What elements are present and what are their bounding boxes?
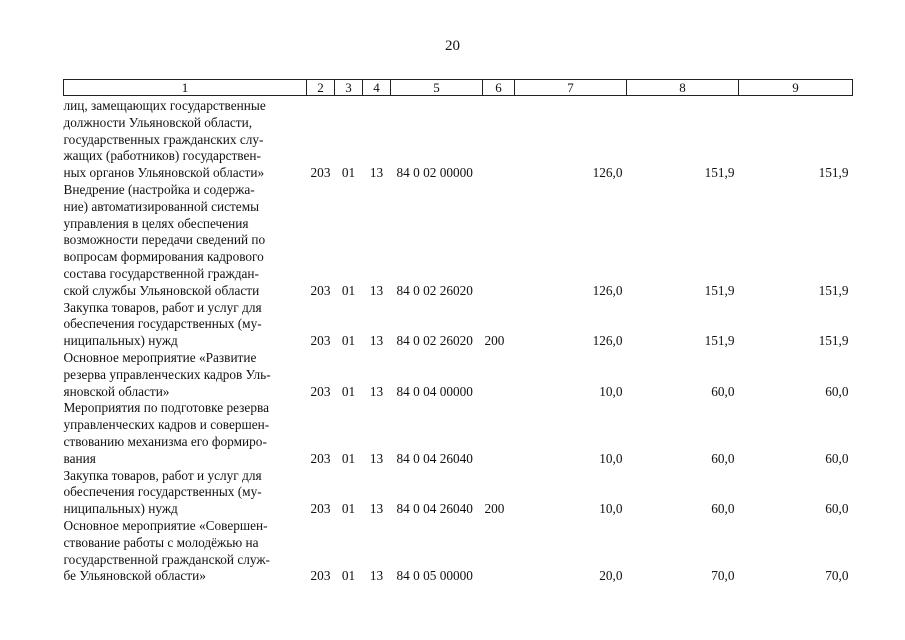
- row-name-line: бе Ульяновской области»: [63, 568, 206, 584]
- column-header: 1: [64, 80, 307, 96]
- row-name: [64, 96, 307, 182]
- row-name-line: возможности передачи сведений по: [63, 232, 266, 248]
- row-name: [64, 468, 307, 518]
- amount-cell: 60,0: [825, 383, 849, 399]
- amount-cell: 70,0: [711, 568, 735, 584]
- subsection-code: 01: [341, 568, 356, 584]
- amount-cell: 60,0: [711, 383, 735, 399]
- row-name-line: государственной гражданской служ-: [63, 551, 270, 567]
- amount-cell: 126,0: [592, 333, 623, 349]
- expense-type-code: [483, 400, 515, 467]
- row-name-line: жащих (работников) государствен-: [63, 148, 261, 164]
- amount-cell: 60,0: [825, 501, 849, 517]
- expense-type-code: [483, 518, 515, 585]
- table-row: [64, 96, 853, 182]
- subsection-code: 13: [369, 165, 384, 181]
- target-article-code: 84 0 02 26020: [396, 282, 473, 298]
- subsection-code: 01: [341, 333, 356, 349]
- subsection-code: 13: [369, 568, 384, 584]
- row-name-line: вания: [63, 450, 96, 466]
- amount-cell: 151,9: [704, 282, 735, 298]
- row-name-line: Основное мероприятие «Совершен-: [63, 517, 268, 533]
- subsection-code: 01: [341, 450, 356, 466]
- row-name-line: обеспечения государственных (му-: [63, 484, 262, 500]
- subsection-code: 01: [341, 282, 356, 298]
- row-name-line: управления в целях обеспечения: [63, 215, 249, 231]
- section-code: 203: [310, 450, 331, 466]
- amount-cell: 151,9: [818, 165, 849, 181]
- amount-cell: 151,9: [818, 282, 849, 298]
- column-header: 3: [335, 80, 363, 96]
- column-header: 9: [739, 80, 853, 96]
- table-row: [64, 468, 853, 518]
- row-name: [64, 400, 307, 467]
- section-code: 203: [310, 383, 331, 399]
- target-article-code: 84 0 02 26020: [396, 333, 473, 349]
- subsection-code: 13: [369, 501, 384, 517]
- page-number: 20: [445, 38, 460, 54]
- amount-cell: 151,9: [704, 165, 735, 181]
- row-name-line: Закупка товаров, работ и услуг для: [63, 467, 262, 483]
- amount-cell: 151,9: [704, 333, 735, 349]
- amount-cell: 126,0: [592, 165, 623, 181]
- row-name: [64, 350, 307, 400]
- amount-cell: 60,0: [711, 450, 735, 466]
- row-name-line: ние) автоматизированной системы: [63, 198, 260, 214]
- row-name-line: ных органов Ульяновской области»: [63, 165, 265, 181]
- table-body: [64, 96, 853, 586]
- table-row: [64, 182, 853, 300]
- amount-cell: 10,0: [599, 383, 623, 399]
- row-name-line: Основное мероприятие «Развитие: [63, 349, 257, 365]
- table-row: [64, 350, 853, 400]
- column-header: 4: [363, 80, 391, 96]
- column-header: 7: [515, 80, 627, 96]
- row-name-line: Закупка товаров, работ и услуг для: [63, 299, 262, 315]
- row-name-line: управленческих кадров и совершен-: [63, 417, 270, 433]
- target-article-code: 84 0 04 26040: [396, 450, 473, 466]
- table-header-row: [64, 80, 853, 96]
- target-article-code: 84 0 04 26040: [396, 501, 473, 517]
- row-name-line: лиц, замещающих государственные: [63, 98, 266, 113]
- row-name-line: государственных гражданских слу-: [63, 131, 264, 147]
- expense-type-code: [483, 182, 515, 300]
- row-name-line: состава государственной граждан-: [63, 265, 259, 281]
- column-header: 2: [307, 80, 335, 96]
- subsection-code: 01: [341, 383, 356, 399]
- amount-cell: 70,0: [825, 568, 849, 584]
- row-name-line: Мероприятия по подготовке резерва: [63, 400, 269, 416]
- subsection-code: 13: [369, 383, 384, 399]
- row-name: [64, 300, 307, 350]
- row-name-line: вопросам формирования кадрового: [63, 249, 264, 265]
- target-article-code: 84 0 04 00000: [396, 383, 473, 399]
- column-header: 8: [627, 80, 739, 96]
- row-name-line: обеспечения государственных (му-: [63, 316, 262, 332]
- row-name-line: ствование работы с молодёжью на: [63, 534, 259, 550]
- column-header: 6: [483, 80, 515, 96]
- table-row: [64, 400, 853, 467]
- amount-cell: 60,0: [711, 501, 735, 517]
- subsection-code: 13: [369, 282, 384, 298]
- subsection-code: 01: [341, 501, 356, 517]
- section-code: 203: [310, 165, 331, 181]
- target-article-code: 84 0 02 00000: [396, 165, 473, 181]
- section-code: 203: [310, 282, 331, 298]
- expense-type-code: 200: [484, 501, 505, 517]
- row-name: [64, 182, 307, 300]
- amount-cell: 10,0: [599, 501, 623, 517]
- amount-cell: 20,0: [599, 568, 623, 584]
- amount-cell: 60,0: [825, 450, 849, 466]
- subsection-code: 01: [341, 165, 356, 181]
- row-name-line: Внедрение (настройка и содержа-: [63, 181, 255, 197]
- row-name-line: ствованию механизма его формиро-: [63, 433, 267, 449]
- row-name-line: должности Ульяновской области,: [63, 114, 253, 130]
- subsection-code: 13: [369, 450, 384, 466]
- subsection-code: 13: [369, 333, 384, 349]
- row-name-line: резерва управленческих кадров Уль-: [63, 366, 271, 382]
- row-name: [64, 518, 307, 585]
- target-article-code: 84 0 05 00000: [396, 568, 473, 584]
- row-name-line: ниципальных) нужд: [63, 501, 178, 517]
- amount-cell: 10,0: [599, 450, 623, 466]
- row-name-line: ниципальных) нужд: [63, 333, 178, 349]
- section-code: 203: [310, 333, 331, 349]
- expense-type-code: [483, 96, 515, 182]
- row-name-line: яновской области»: [63, 383, 170, 399]
- column-header: 5: [391, 80, 483, 96]
- expense-type-code: 200: [484, 333, 505, 349]
- row-name-line: ской службы Ульяновской области: [63, 282, 260, 298]
- table-row: [64, 518, 853, 585]
- section-code: 203: [310, 501, 331, 517]
- expense-type-code: [483, 350, 515, 400]
- amount-cell: 126,0: [592, 282, 623, 298]
- budget-table: [63, 79, 853, 585]
- table-row: [64, 300, 853, 350]
- amount-cell: 151,9: [818, 333, 849, 349]
- section-code: 203: [310, 568, 331, 584]
